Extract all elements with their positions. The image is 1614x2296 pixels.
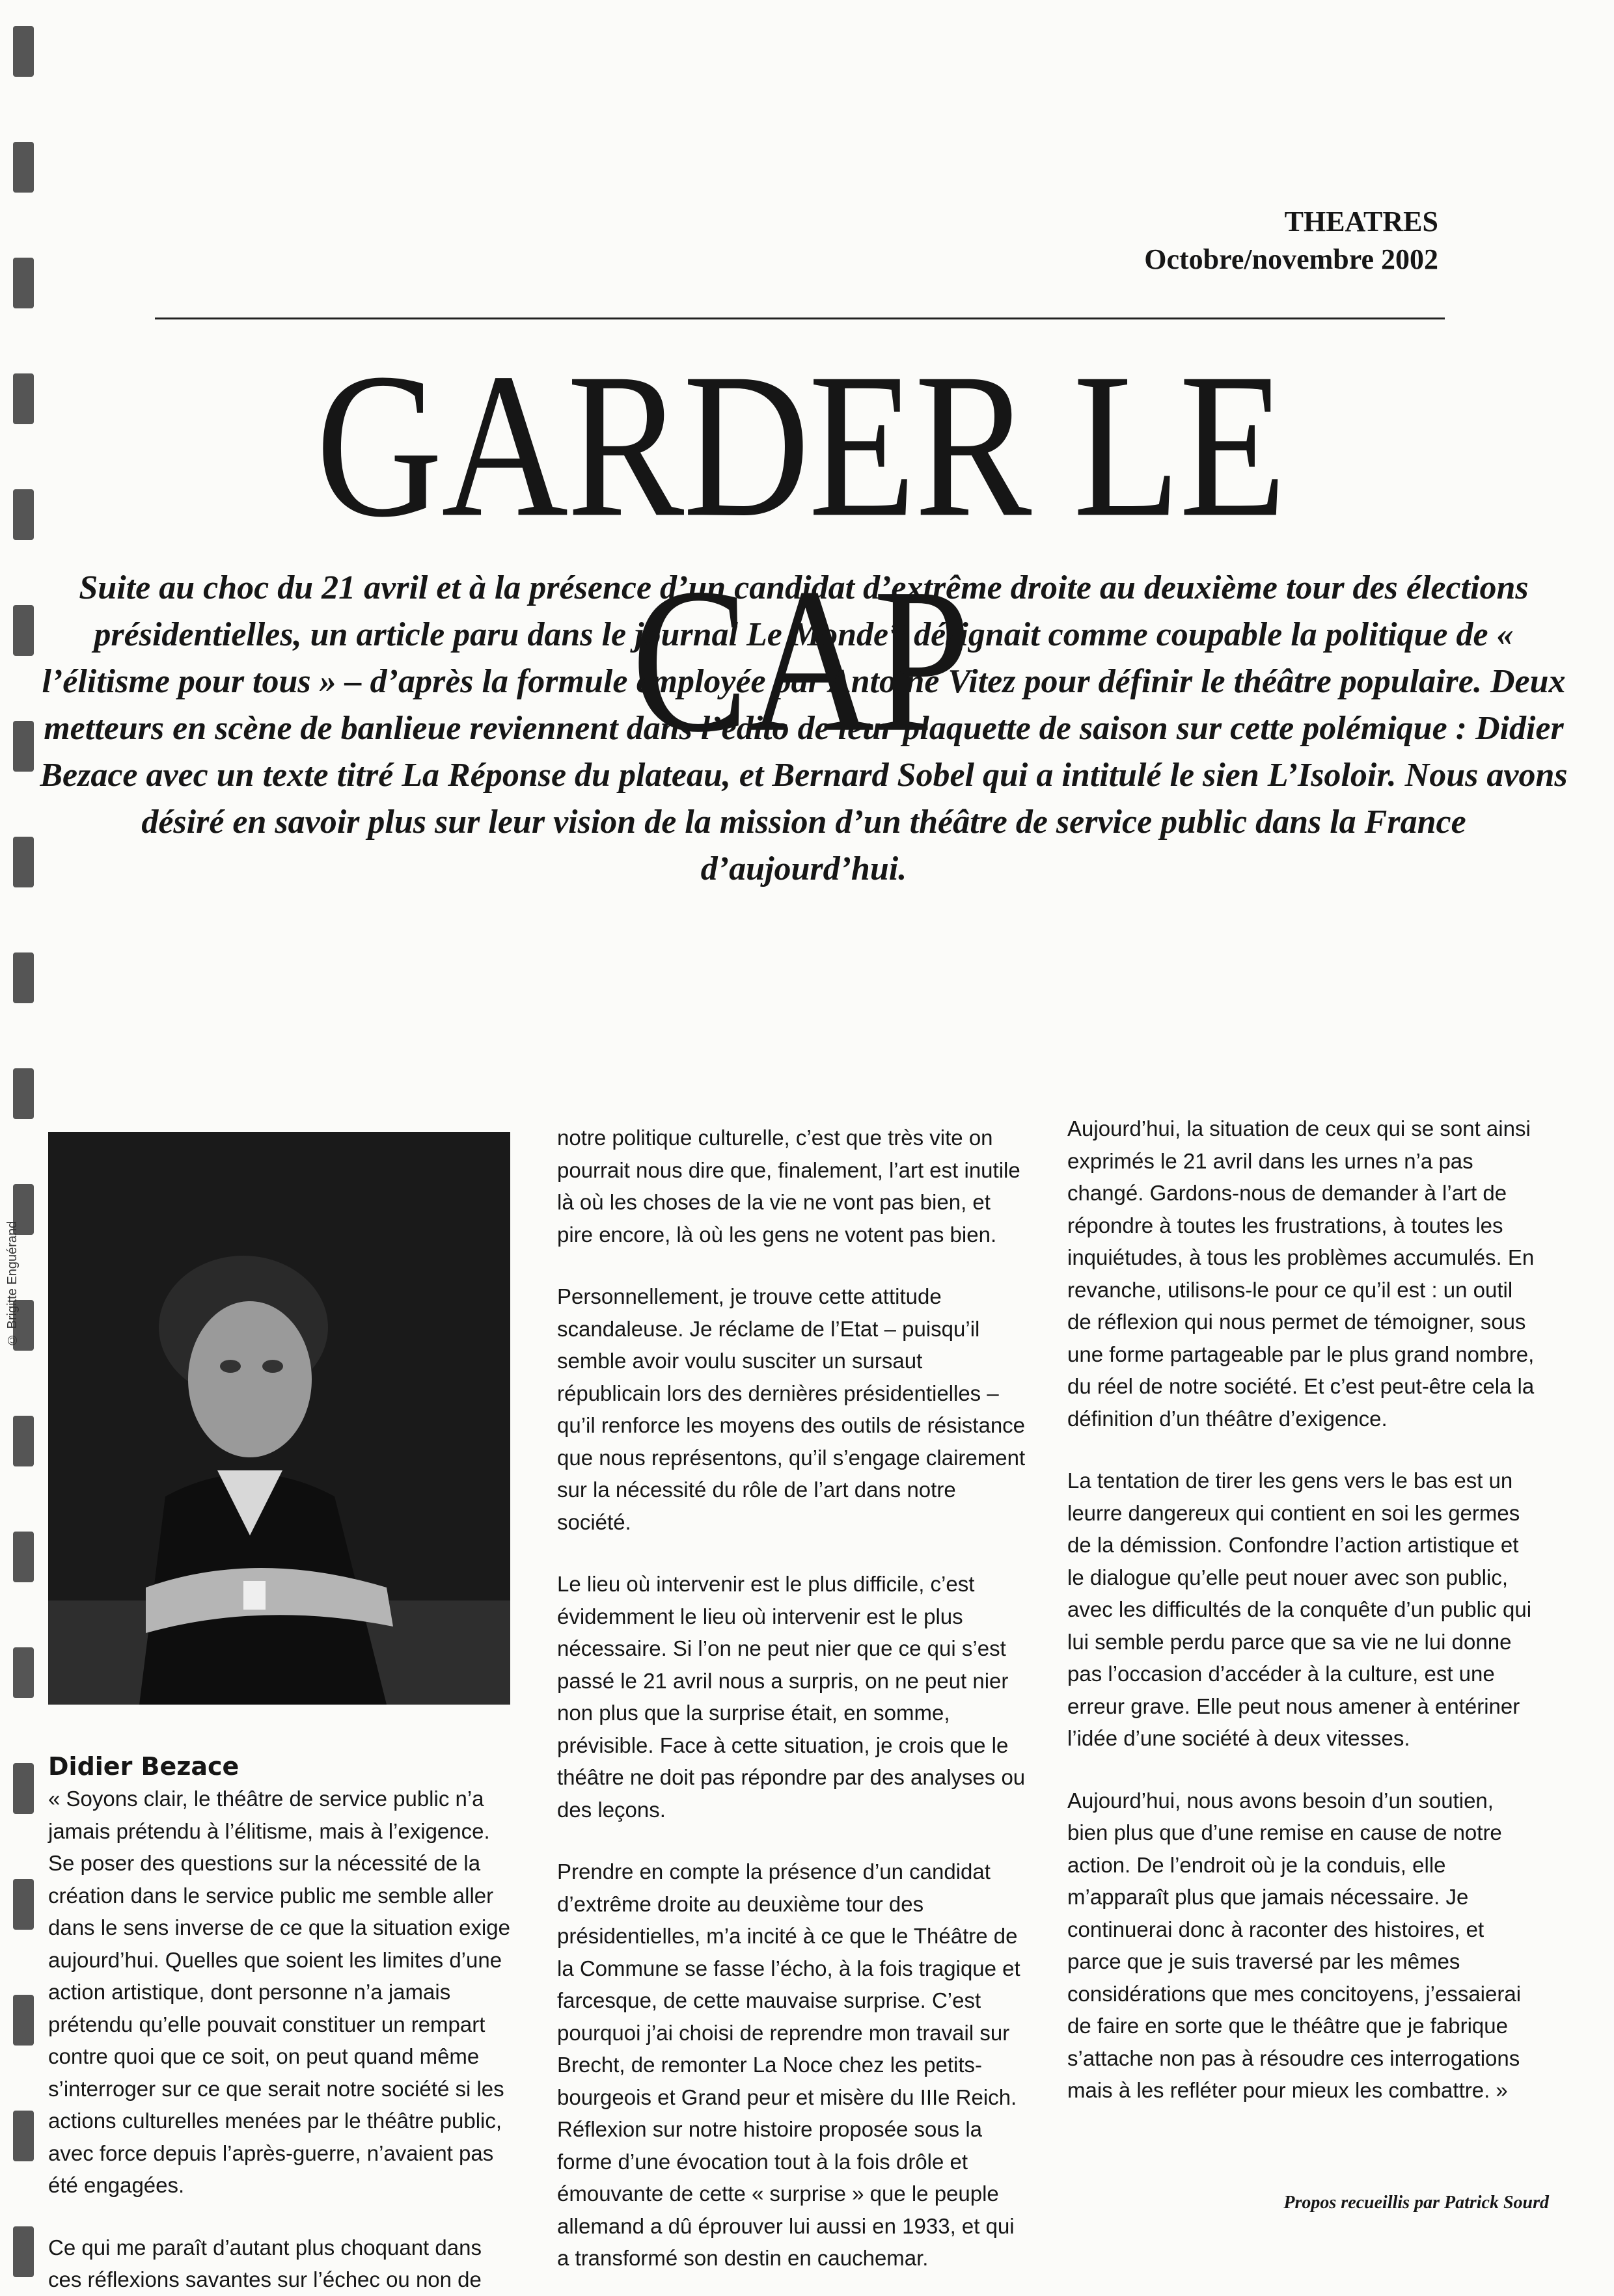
paragraph: « Soyons clair, le théâtre de service public n’a jamais prétendu à l’élitisme, mais à l’exigence. Se poser des questions sur la nécessité de la création dans le service public me semble aller dans le sens inverse de ce que la situation exige aujourd’hui. Quelles que soient les limites d’une action artistique, dont personne n’a jamais prétendu qu’elle pouvait constituer un rempart contre quoi que ce soit, on peut quand même s’interroger sur ce que serait notre société si les actions culturelles menées par le théâtre public, avec force depuis l’après-guerre, n’avaient pas été engagées. <box>48 1787 510 2197</box>
article-column-2 <box>557 1122 1026 2275</box>
portrait-photo <box>48 1132 510 1705</box>
binding-hole <box>13 142 34 193</box>
binding-hole <box>13 489 34 540</box>
portrait-illustration <box>48 1132 510 1705</box>
paragraph: Personnellement, je trouve cette attitude scandaleuse. Je réclame de l’Etat – puisqu’il semble avoir voulu susciter un sursaut républicain lors des dernières présidentielles – qu’il renforce les moyens des outils de résistance que nous représentons, qu’il s’engage clairement sur la nécessité du rôle de l’art dans notre société. <box>557 1284 1026 1534</box>
publication-header <box>1144 203 1438 278</box>
binding-hole <box>13 2226 34 2277</box>
paragraph: notre politique culturelle, c’est que très vite on pourrait nous dire que, finalement, l’art est inutile là où les choses de la vie ne vont pas bien, et pire encore, là où les gens ne votent pas bien. <box>557 1126 1020 1247</box>
binding-hole <box>13 952 34 1003</box>
binding-hole <box>13 1879 34 1930</box>
paragraph: Aujourd’hui, nous avons besoin d’un soutien, bien plus que d’une remise en cause de notre action. De l’endroit où je la conduis, elle m’apparaît plus que jamais nécessaire. Je continuerai donc à raconter des histoires, et parce que je suis traversé par les mêmes considérations que mes concitoyens, j’essaierai de faire en sorte que le théâtre que je fabrique s’attache non pas à résoudre ces interrogations mais à les refléter pour mieux les combattre. » <box>1067 1788 1522 2102</box>
header-rule <box>155 317 1445 319</box>
binding-hole <box>13 2111 34 2161</box>
binding-hole <box>13 26 34 77</box>
interviewee-name: Didier Bezace <box>48 1752 239 1781</box>
binding-hole <box>13 1068 34 1119</box>
publication-name: THEATRES <box>1284 206 1438 237</box>
binding-hole <box>13 1763 34 1814</box>
paragraph: La tentation de tirer les gens vers le bas est un leurre dangereux qui contient en soi les germes de la démission. Confondre l’action artistique et le dialogue qu’elle peut nouer avec son public, avec les difficultés de la conquête d’un public qui lui semble perdu parce que sa vie ne lui donne pas l’occasion d’accéder à la culture, est une erreur grave. Elle peut nous amener à entériner l’idée d’une société à deux vitesses. <box>1067 1468 1532 1750</box>
binding-hole <box>13 1416 34 1466</box>
binding-hole <box>13 258 34 308</box>
paragraph: Aujourd’hui, la situation de ceux qui se sont ainsi exprimés le 21 avril dans les urnes n’a pas changé. Gardons-nous de demander à l’art de répondre à toutes les frustrations, à toutes les inquiétudes, à tous les problèmes accumulés. En revanche, utilisons-le pour ce qu’il est : un outil de réflexion qui nous permet de témoigner, sous une forme partageable par le plus grand nombre, du réel de notre société. Et c’est peut-être cela la définition d’un théâtre d’exigence. <box>1067 1116 1535 1431</box>
paragraph: Prendre en compte la présence d’un candidat d’extrême droite au deuxième tour des présidentielles, m’a incité à ce que le Théâtre de la Commune se fasse l’écho, à la fois tragique et farcesque, de cette mauvaise surprise. C’est pourquoi j’ai choisi de reprendre mon travail sur Brecht, de remonter La Noce chez les petits-bourgeois et Grand peur et misère du IIIe Reich. Réflexion sur notre histoire proposée sous la forme d’une évocation tout à la fois drôle et émouvante de cette « surprise » que le peuple allemand a dû éprouver lui aussi en 1933, et qui a transformé son destin en cauchemar. <box>557 1859 1020 2270</box>
photo-credit: © Brigitte Enguérand <box>5 1221 20 1347</box>
chapo: Suite au choc du 21 avril et à la présence d’un candidat d’extrême droite au deuxième tour des élections présidentielles, un article paru dans le journal Le Monde* désignait comme coupable la politique de « l’élitisme pour tous » – d’après la formule employée par Antoine Vitez pour définir le théâtre populaire. Deux metteurs en scène de banlieue reviennent dans l’édito de leur plaquette de saison sur cette polémique : Didier Bezace avec un texte titré La Réponse du plateau, et Bernard Sobel qui a intitulé le sien L’Isoloir. Nous avons désiré en savoir plus sur leur vision de la mission d’un théâtre de service public dans la France d’aujourd’hui. <box>40 569 1568 887</box>
binding-hole <box>13 373 34 424</box>
binding-hole <box>13 1647 34 1698</box>
binding-hole <box>13 1995 34 2046</box>
paragraph: Le lieu où intervenir est le plus difficile, c’est évidemment le lieu où intervenir est le plus nécessaire. Si l’on ne peut nier que ce qui s’est passé le 21 avril nous a surpris, on ne peut nier non plus que la surprise était, en somme, prévisible. Face à cette situation, je crois que le théâtre ne doit pas répondre par des analyses ou des leçons. <box>557 1572 1026 1822</box>
article-column-3 <box>1067 1113 1536 2107</box>
binding-hole <box>13 1532 34 1582</box>
binding-hole <box>13 605 34 656</box>
paragraph: Ce qui me paraît d’autant plus choquant dans ces réflexions savantes sur l’échec ou non de <box>48 2235 482 2291</box>
binding-hole <box>13 837 34 887</box>
byline: Propos recueillis par Patrick Sourd <box>1283 2193 1549 2213</box>
issue-date: Octobre/novembre 2002 <box>1144 243 1438 275</box>
binding-hole <box>13 721 34 772</box>
article-column-1 <box>48 1750 517 2296</box>
headline: GARDER LE CAP <box>316 331 1285 776</box>
